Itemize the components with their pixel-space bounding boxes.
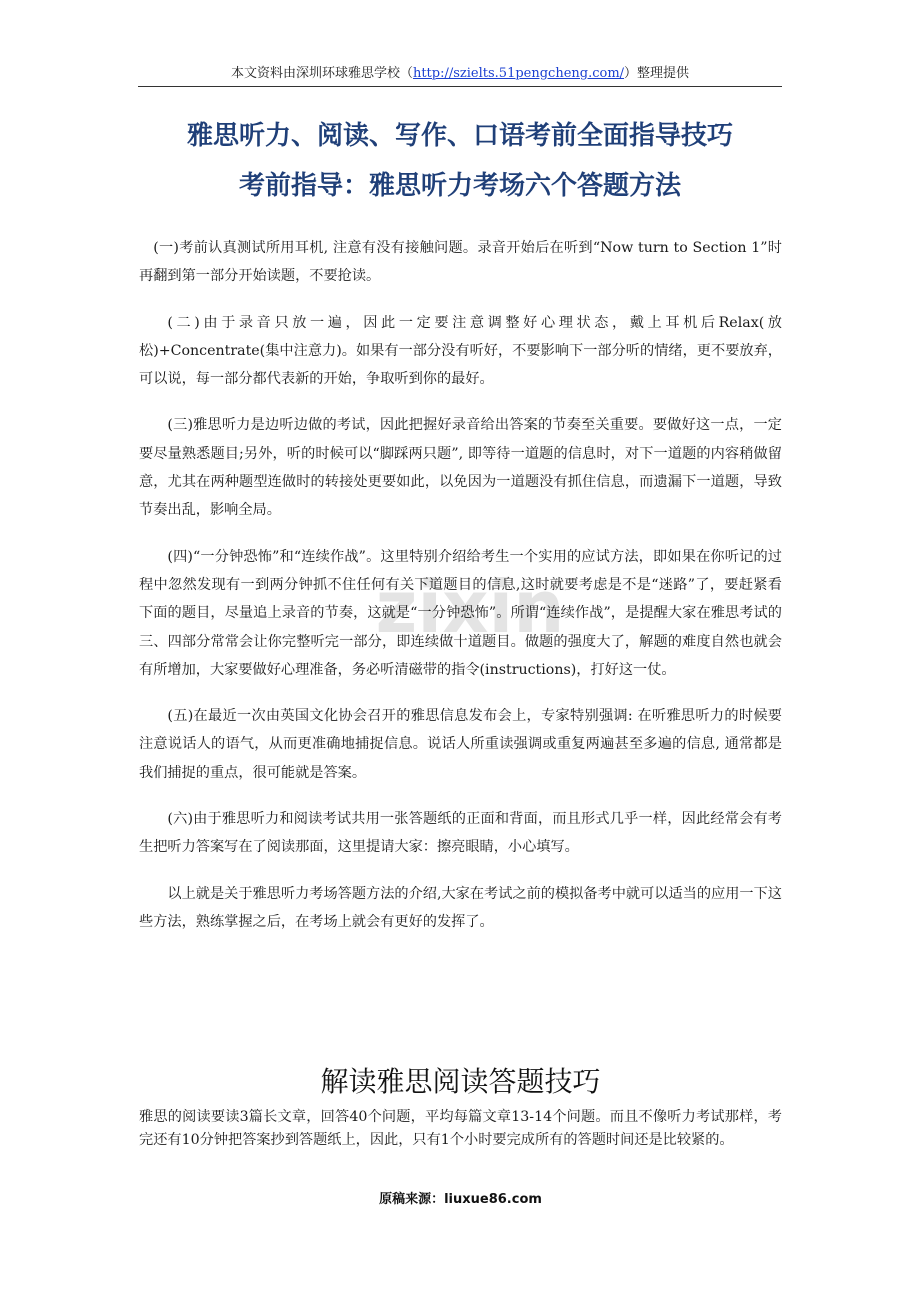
reading-intro-paragraph: 雅思的阅读要读3篇长文章，回答40个问题，平均每篇文章13-14个问题。而且不像听力考试那样，考完还有10分钟把答案抄到答题纸上，因此，只有1个小时要完成所有的答题时间还是比较紧的。 <box>139 1109 782 1148</box>
paragraph-summary: 以上就是关于雅思听力考场答题方法的介绍,大家在考试之前的模拟备考中就可以适当的应用一下这些方法，熟练掌握之后，在考场上就会有更好的发挥了。 <box>139 885 782 930</box>
header-prefix: 本文资料由深圳环球雅思学校（ <box>230 66 413 81</box>
header-link[interactable]: http://szielts.51pengcheng.com/ <box>412 66 625 81</box>
sub-title: 考前指导：雅思听力考场六个答题方法 <box>238 171 681 201</box>
paragraph-4: (四)“一分钟恐怖”和“连续作战”。这里特别介绍给考生一个实用的应试方法，即如果在你听记的过程中忽然发现有一到两分钟抓不住任何有关下道题目的信息,这时就要考虑是不是“迷路”了，要赶紧看下面的题目，尽量追上录音的节奏，这就是“一分钟恐怖”。所谓“连续作战”，是提醒大家在雅思考试的三、四部分常常会让你完整听完一部分，即连续做十道题目。做题的强度大了，解题的难度自然也就会有所增加，大家要做好心理准备，务必听清磁带的指令(instructions)，打好这一仗。 <box>139 548 782 678</box>
source-footer: 原稿来源：liuxue86.com <box>379 1192 542 1207</box>
paragraph-1: (一)考前认真测试所用耳机, 注意有没有接触问题。录音开始后在听到“Now turn to Section 1”时再翻到第一部分开始读题，不要抢读。 <box>139 240 782 285</box>
paragraph-2: (二)由于录音只放一遍，因此一定要注意调整好心理状态，戴上耳机后Relax(放松)+Concentrate(集中注意力)。如果有一部分没有听好，不要影响下一部分听的情绪，更不要放弃，可以说，每一部分都代表新的开始，争取听到你的最好。 <box>139 314 782 388</box>
reading-section-heading: 解读雅思阅读答题技巧 <box>320 1065 601 1098</box>
listening-tips-body <box>139 234 782 954</box>
paragraph-3: (三)雅思听力是边听边做的考试，因此把握好录音给出答案的节奏至关重要。要做好这一点，一定要尽量熟悉题目;另外，听的时候可以“脚踩两只题”, 即等待一道题的信息时，对下一道题的内容稍做留意，尤其在两种题型连做时的转接处更要如此，以免因为一道题没有抓住信息，而遗漏下一道题，导致节奏出乱，影响全局。 <box>139 417 782 519</box>
paragraph-6: (六)由于雅思听力和阅读考试共用一张答题纸的正面和背面，而且形式几乎一样，因此经常会有考生把听力答案写在了阅读那面，这里提请大家：擦亮眼睛，小心填写。 <box>139 811 782 856</box>
main-title: 雅思听力、阅读、写作、口语考前全面指导技巧 <box>186 121 733 151</box>
header-divider <box>138 86 782 87</box>
header-suffix: ）整理提供 <box>624 66 690 81</box>
document-header <box>138 64 782 84</box>
paragraph-5: (五)在最近一次由英国文化协会召开的雅思信息发布会上，专家特别强调: 在听雅思听力的时候要注意说话人的语气，从而更准确地捕捉信息。说话人所重读强调或重复两遍甚至多遍的信息, 通常都是我们捕捉的重点，很可能就是答案。 <box>139 708 782 781</box>
watermark-text: zixin <box>375 565 565 649</box>
